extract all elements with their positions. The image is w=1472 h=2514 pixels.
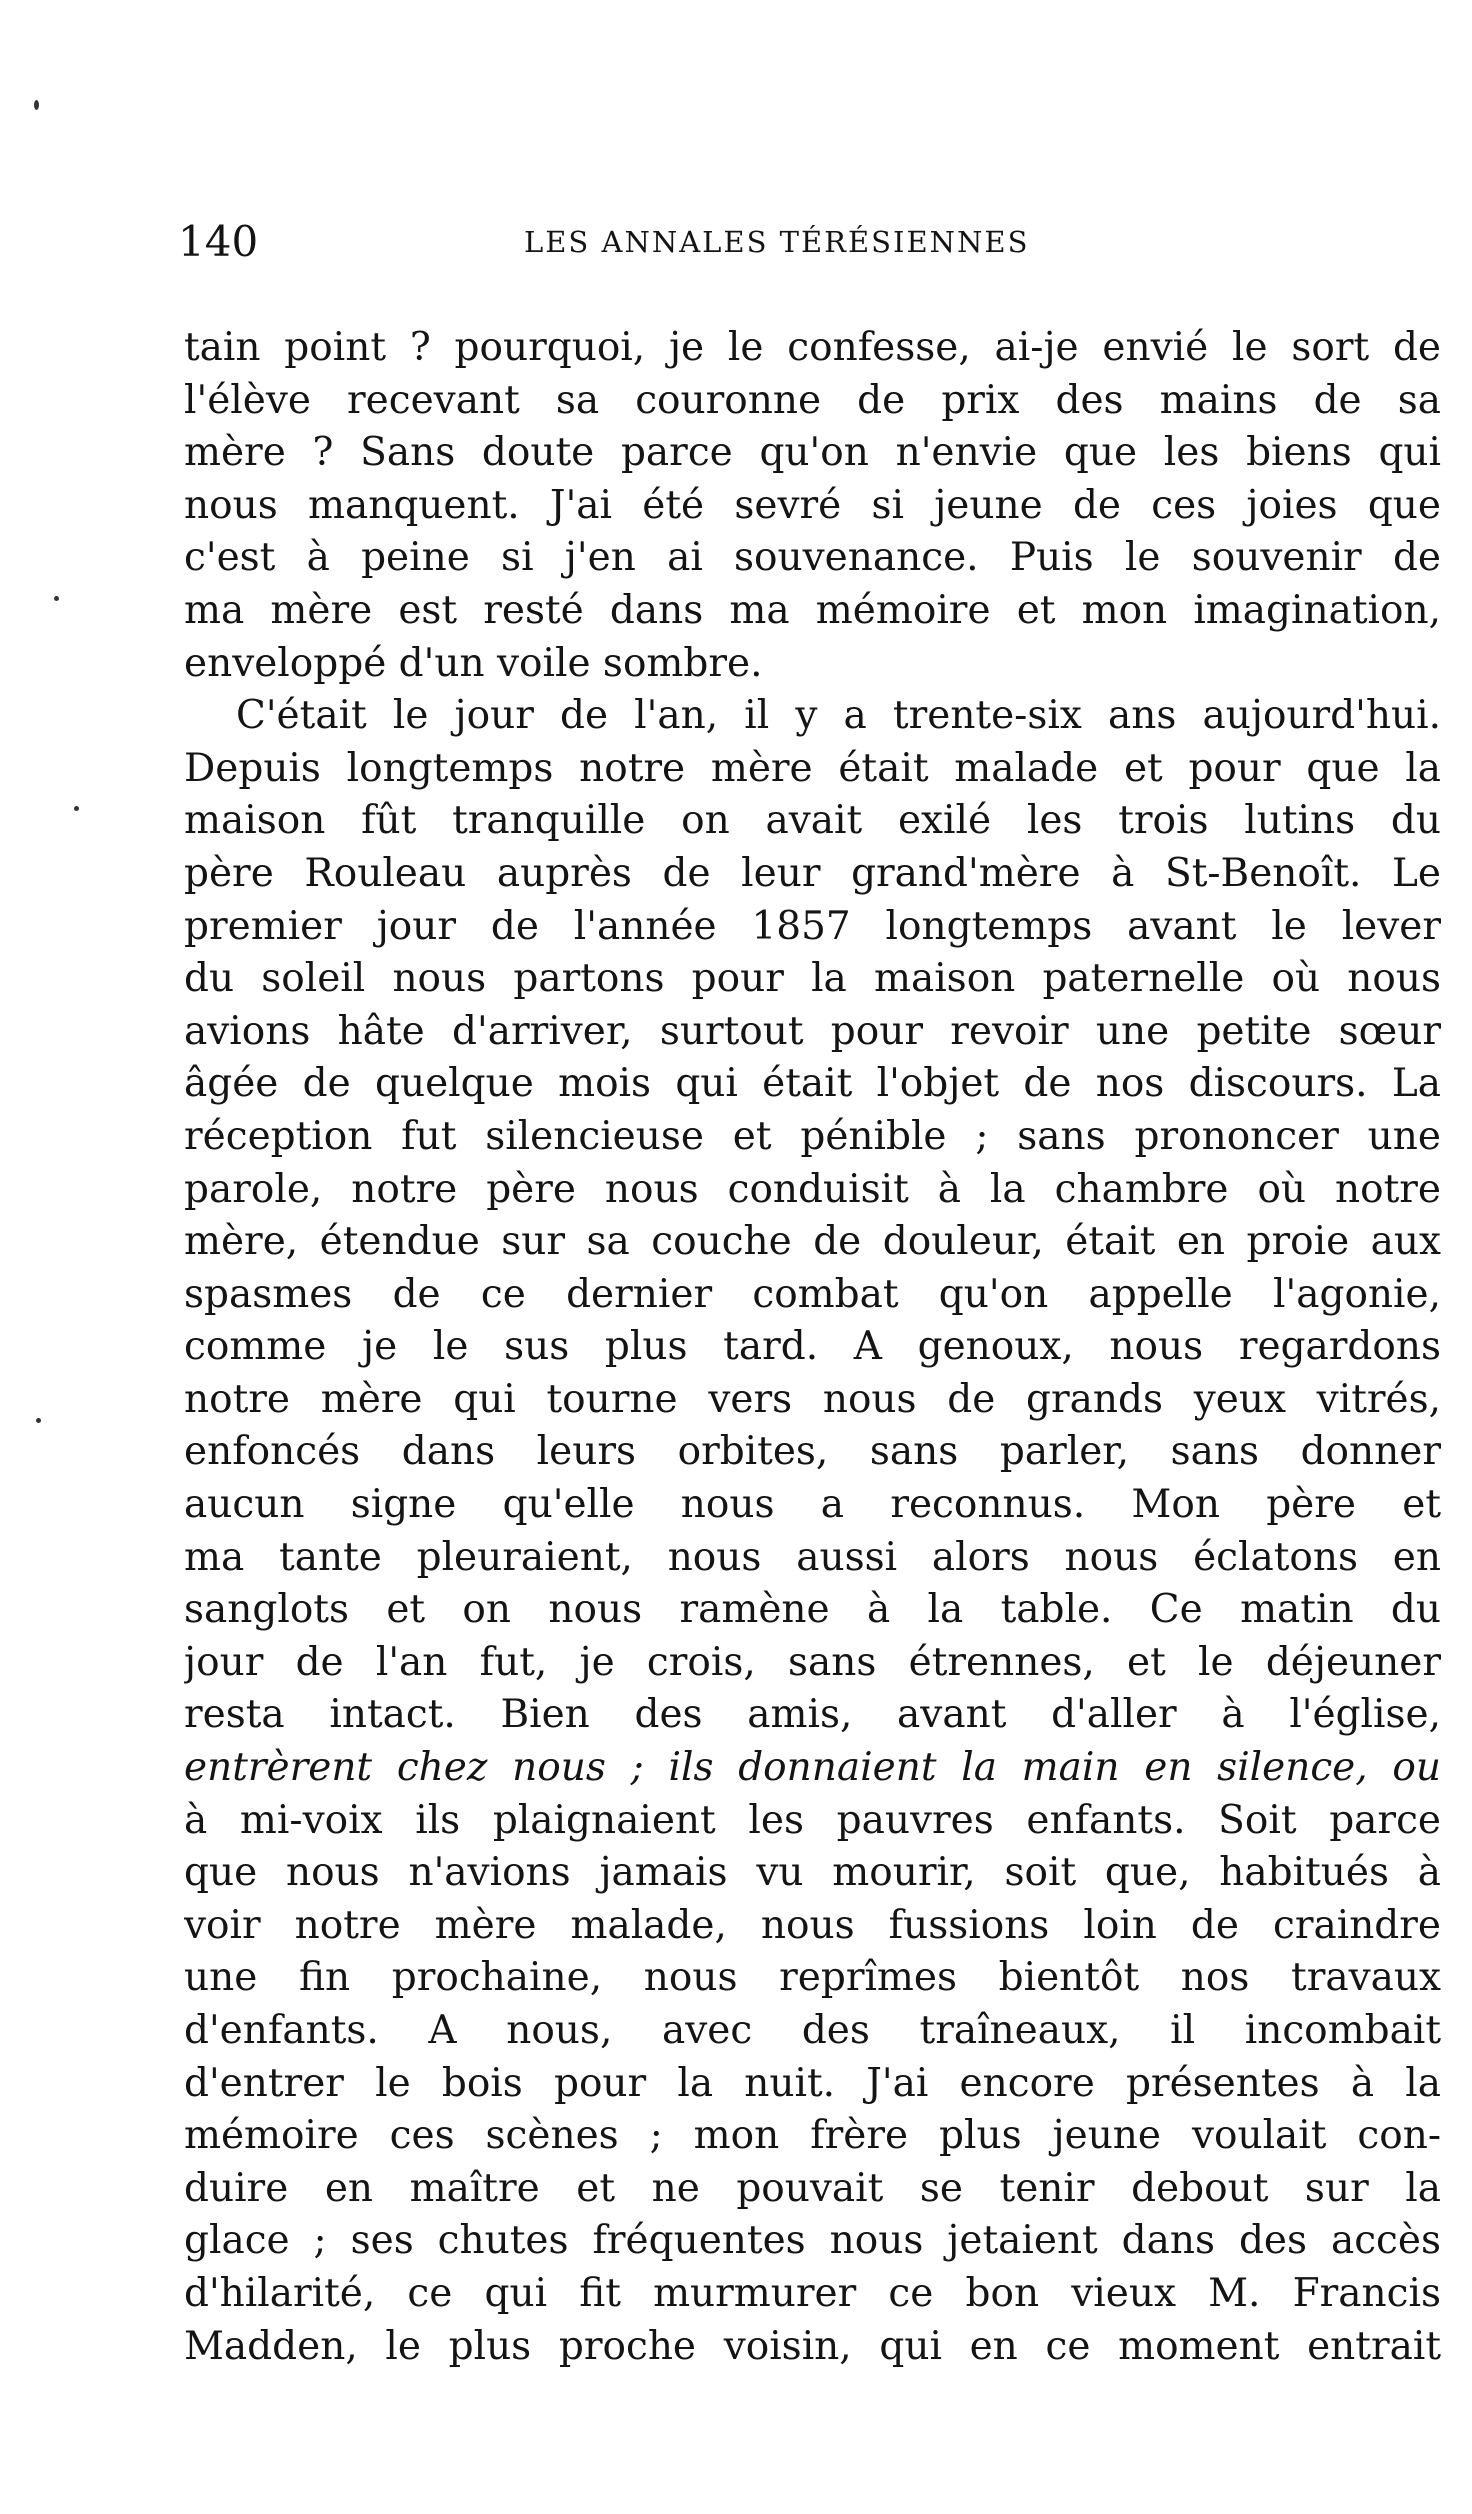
text-line: que nous n'avions jamais vu mourir, soit que, habitués à [184,1850,1441,1896]
text-line: l'élève recevant sa couronne de prix des mains de sa [184,377,1441,423]
scan-speck [34,100,39,110]
text-line: Depuis longtemps notre mère était malade et pour que la [184,745,1441,791]
text-line: ma tante pleuraient, nous aussi alors nous éclatons en [184,1534,1441,1580]
text-line: mère ? Sans doute parce qu'on n'envie que les biens qui [184,430,1441,476]
text-line-italic: entrèrent chez nous ; ils donnaient la main en silence, ou [184,1745,1441,1791]
text-line: d'enfants. A nous, avec des traîneaux, il incombait [184,2008,1441,2053]
text-line: sanglots et on nous ramène à la table. Ce matin du [184,1587,1441,1633]
text-line: mémoire ces scènes ; mon frère plus jeune voulait con- [184,2113,1441,2159]
text-line: aucun signe qu'elle nous a reconnus. Mon père et [184,1482,1441,1528]
body-text [184,322,1441,2373]
scan-speck [36,1418,41,1423]
text-line: une fin prochaine, nous reprîmes bientôt nos travaux [184,1955,1441,2001]
text-line: spasmes de ce dernier combat qu'on appelle l'agonie, [184,1271,1441,1317]
text-line: tain point ? pourquoi, je le confesse, ai-je envié le sort de [184,325,1441,370]
text-line: resta intact. Bien des amis, avant d'aller à l'église, [184,1692,1441,1738]
paragraph-first-line: C'était le jour de l'an, il y a trente-six ans aujourd'hui. [236,693,1441,739]
text-line: nous manquent. J'ai été sevré si jeune de ces joies que [184,482,1441,528]
text-line: enveloppé d'un voile sombre. [184,640,763,686]
page-header [178,212,1268,272]
page-number: 140 [178,217,259,266]
text-line: parole, notre père nous conduisit à la chambre où notre [184,1166,1441,1212]
text-line: c'est à peine si j'en ai souvenance. Puis le souvenir de [184,535,1441,581]
text-line: enfoncés dans leurs orbites, sans parler, sans donner [184,1429,1441,1475]
text-line: duire en maître et ne pouvait se tenir debout sur la [184,2165,1441,2211]
text-line: réception fut silencieuse et pénible ; sans prononcer une [184,1113,1441,1159]
text-line: père Rouleau auprès de leur grand'mère à St-Benoît. Le [184,850,1441,896]
text-line: avions hâte d'arriver, surtout pour revoir une petite sœur [184,1008,1441,1054]
text-line: premier jour de l'année 1857 longtemps avant le lever [184,903,1441,949]
text-line: maison fût tranquille on avait exilé les trois lutins du [184,798,1441,844]
text-line: voir notre mère malade, nous fussions loin de craindre [184,1902,1441,1948]
text-line: du soleil nous partons pour la maison paternelle où nous [184,956,1441,1002]
text-line: âgée de quelque mois qui était l'objet de nos discours. La [184,1061,1441,1107]
text-line: mère, étendue sur sa couche de douleur, était en proie aux [184,1219,1441,1265]
text-line: jour de l'an fut, je crois, sans étrennes, et le déjeuner [184,1639,1441,1685]
scan-speck [74,806,79,811]
text-line: notre mère qui tourne vers nous de grands yeux vitrés, [184,1376,1441,1422]
text-line: ma mère est resté dans ma mémoire et mon imagination, [184,587,1441,633]
text-line: comme je le sus plus tard. A genoux, nous regardons [184,1324,1441,1370]
text-line: à mi-voix ils plaignaient les pauvres enfants. Soit parce [184,1797,1441,1843]
text-line: Madden, le plus proche voisin, qui en ce moment entrait [184,2323,1441,2369]
text-line: d'entrer le bois pour la nuit. J'ai encore présentes à la [184,2060,1441,2106]
text-line: glace ; ses chutes fréquentes nous jetaient dans des accès [184,2218,1441,2264]
scan-speck [54,596,59,601]
text-line: d'hilarité, ce qui fit murmurer ce bon vieux M. Francis [184,2270,1441,2316]
running-title: LES ANNALES TÉRÉSIENNES [524,225,1030,259]
